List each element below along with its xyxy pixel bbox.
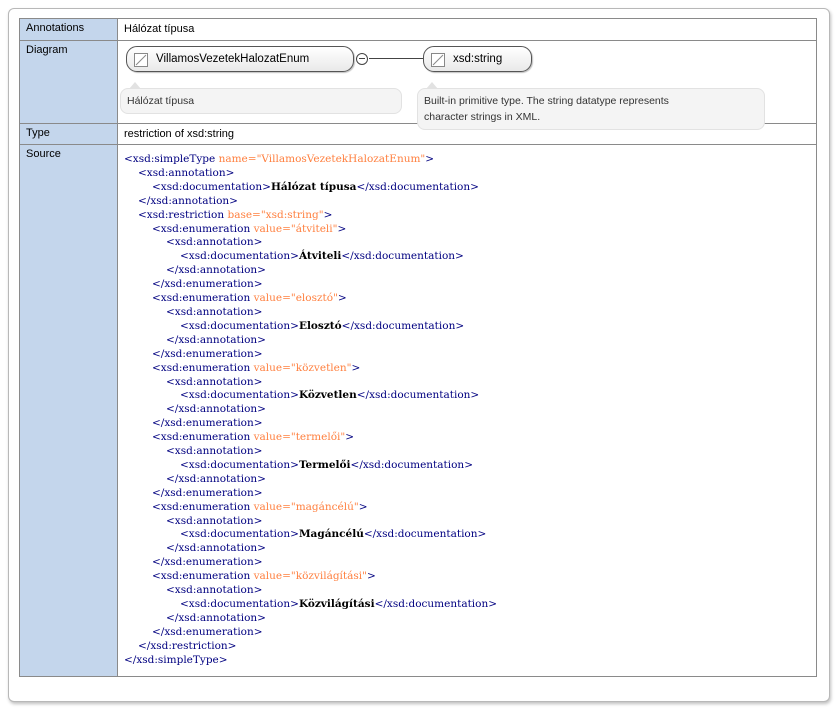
note-text: Hálózat típusa xyxy=(127,95,195,107)
type-diagram xyxy=(118,41,816,123)
annotations-label: Annotations xyxy=(20,19,118,41)
source-line xyxy=(124,236,816,250)
xml-tag: </xsd:enumeration> xyxy=(152,625,263,638)
source-line xyxy=(124,654,816,668)
source-label: Source xyxy=(20,145,118,677)
xml-text: Hálózat típusa xyxy=(270,180,357,193)
type-value: restriction of xsd:string xyxy=(118,124,817,145)
source-line xyxy=(124,376,816,390)
source-line xyxy=(124,167,816,181)
xml-attribute: name="VillamosVezetekHalozatEnum" xyxy=(218,153,426,165)
xml-text: Közvilágítási xyxy=(298,598,375,610)
xml-tag: </xsd:enumeration> xyxy=(152,417,263,430)
connector-line xyxy=(369,58,423,59)
xml-tag: <xsd:documentation> xyxy=(180,389,299,402)
base-type-label: xsd:string xyxy=(453,53,503,65)
annotations-value: Hálózat típusa xyxy=(118,19,817,41)
source-line xyxy=(124,306,816,320)
xml-text: Elosztó xyxy=(298,319,342,332)
xml-attribute: base="xsd:string" xyxy=(227,208,324,221)
note-line-1: Built-in primitive type. The string datatype represents xyxy=(424,95,669,107)
type-node-villamos[interactable] xyxy=(126,46,354,72)
xml-tag: <xsd:annotation> xyxy=(166,375,263,388)
xml-tag: </xsd:documentation> xyxy=(341,319,465,332)
xml-tag: </xsd:annotation> xyxy=(166,403,266,416)
xml-tag: </xsd:annotation> xyxy=(138,194,238,207)
xml-tag: <xsd:enumeration xyxy=(152,361,254,374)
xml-tag: </xsd:documentation> xyxy=(356,180,479,193)
source-line xyxy=(124,209,816,223)
source-line xyxy=(124,403,816,417)
xml-tag: <xsd:simpleType xyxy=(124,153,219,165)
base-type-node-xsd-string[interactable] xyxy=(423,46,532,72)
source-line xyxy=(124,584,816,598)
xml-text: Magáncélú xyxy=(298,528,364,541)
source-line xyxy=(124,515,816,529)
xml-tag: </xsd:annotation> xyxy=(166,611,266,624)
source-line xyxy=(124,334,816,348)
source-line xyxy=(124,250,816,264)
xml-attribute: value="közvilágítási" xyxy=(253,570,367,583)
xml-tag: <xsd:enumeration xyxy=(152,431,254,444)
xml-tag: </xsd:annotation> xyxy=(166,472,266,485)
source-line xyxy=(124,501,816,515)
xml-tag: </xsd:documentation> xyxy=(341,250,464,263)
xml-tag: <xsd:annotation> xyxy=(166,584,263,597)
xml-tag: <xsd:documentation> xyxy=(180,319,299,332)
source-line xyxy=(124,292,816,306)
diagram-cell xyxy=(118,41,817,124)
source-line xyxy=(124,389,816,403)
xml-tag: </xsd:enumeration> xyxy=(152,278,263,291)
source-line xyxy=(124,223,816,237)
source-line xyxy=(124,542,816,556)
xml-tag: </xsd:annotation> xyxy=(166,542,266,555)
xml-tag: > xyxy=(337,292,347,305)
xml-tag: </xsd:restriction> xyxy=(138,639,237,652)
xml-tag: <xsd:enumeration xyxy=(152,292,254,305)
xml-tag: > xyxy=(351,361,361,374)
source-line xyxy=(124,459,816,473)
source-line xyxy=(124,181,816,195)
xml-tag: </xsd:annotation> xyxy=(166,333,266,346)
xml-tag: > xyxy=(425,153,435,165)
xml-tag: <xsd:documentation> xyxy=(180,598,299,610)
source-line xyxy=(124,278,816,292)
source-line xyxy=(124,195,816,209)
source-line xyxy=(124,417,816,431)
source-line xyxy=(124,348,816,362)
xml-tag: </xsd:enumeration> xyxy=(152,347,263,360)
source-line xyxy=(124,626,816,640)
xml-attribute: value="átviteli" xyxy=(253,222,338,235)
simple-type-icon xyxy=(431,52,445,76)
source-line xyxy=(124,445,816,459)
schema-doc-panel xyxy=(8,8,830,702)
xml-tag: <xsd:annotation> xyxy=(138,166,235,179)
schema-doc-table xyxy=(19,18,817,677)
restriction-connector-icon xyxy=(356,53,368,65)
xml-tag: </xsd:enumeration> xyxy=(152,486,263,499)
xml-tag: > xyxy=(358,500,368,513)
xml-tag: <xsd:annotation> xyxy=(166,445,263,458)
xml-attribute: value="termelői" xyxy=(253,431,346,444)
xml-tag: </xsd:annotation> xyxy=(166,264,266,277)
xml-tag: </xsd:documentation> xyxy=(374,598,498,610)
source-line xyxy=(124,473,816,487)
xml-tag: <xsd:enumeration xyxy=(152,222,254,235)
type-annotation-note xyxy=(120,88,402,114)
xml-tag: > xyxy=(345,431,355,444)
xml-tag: </xsd:simpleType> xyxy=(124,653,228,666)
source-cell xyxy=(118,145,817,677)
source-line xyxy=(124,598,816,612)
source-code xyxy=(118,145,816,676)
xml-attribute: value="elosztó" xyxy=(253,292,338,305)
xml-tag: <xsd:documentation> xyxy=(152,180,271,193)
source-line xyxy=(124,431,816,445)
xml-tag: <xsd:documentation> xyxy=(180,458,299,471)
xml-tag: <xsd:documentation> xyxy=(180,250,299,263)
source-line xyxy=(124,362,816,376)
xml-tag: <xsd:enumeration xyxy=(152,500,254,513)
xml-tag: </xsd:documentation> xyxy=(356,389,480,402)
xml-tag: <xsd:documentation> xyxy=(180,528,299,541)
source-line xyxy=(124,612,816,626)
xml-tag: <xsd:annotation> xyxy=(166,305,263,318)
note-line-2: character strings in XML. xyxy=(424,111,541,123)
xml-tag: > xyxy=(366,570,376,583)
source-line xyxy=(124,320,816,334)
xml-text: Közvetlen xyxy=(298,389,357,402)
source-line xyxy=(124,153,816,167)
simple-type-icon xyxy=(134,52,148,76)
xml-attribute: value="magáncélú" xyxy=(253,500,359,513)
xml-tag: > xyxy=(323,208,333,221)
xml-text: Átviteli xyxy=(298,250,342,263)
type-node-label: VillamosVezetekHalozatEnum xyxy=(156,53,310,65)
base-type-annotation-note xyxy=(417,88,765,130)
xml-tag: </xsd:documentation> xyxy=(350,458,473,471)
xml-tag: <xsd:restriction xyxy=(138,208,228,221)
xml-tag: <xsd:annotation> xyxy=(166,236,263,249)
diagram-label: Diagram xyxy=(20,41,118,124)
source-line xyxy=(124,556,816,570)
xml-tag: <xsd:annotation> xyxy=(166,514,263,527)
type-label: Type xyxy=(20,124,118,145)
source-line xyxy=(124,528,816,542)
source-line xyxy=(124,570,816,584)
xml-tag: <xsd:enumeration xyxy=(152,570,254,583)
xml-tag: > xyxy=(337,222,347,235)
source-line xyxy=(124,640,816,654)
xml-tag: </xsd:enumeration> xyxy=(152,556,263,569)
source-line xyxy=(124,487,816,501)
source-line xyxy=(124,264,816,278)
xml-tag: </xsd:documentation> xyxy=(363,528,487,541)
xml-attribute: value="közvetlen" xyxy=(253,361,352,374)
xml-text: Termelői xyxy=(298,458,351,471)
